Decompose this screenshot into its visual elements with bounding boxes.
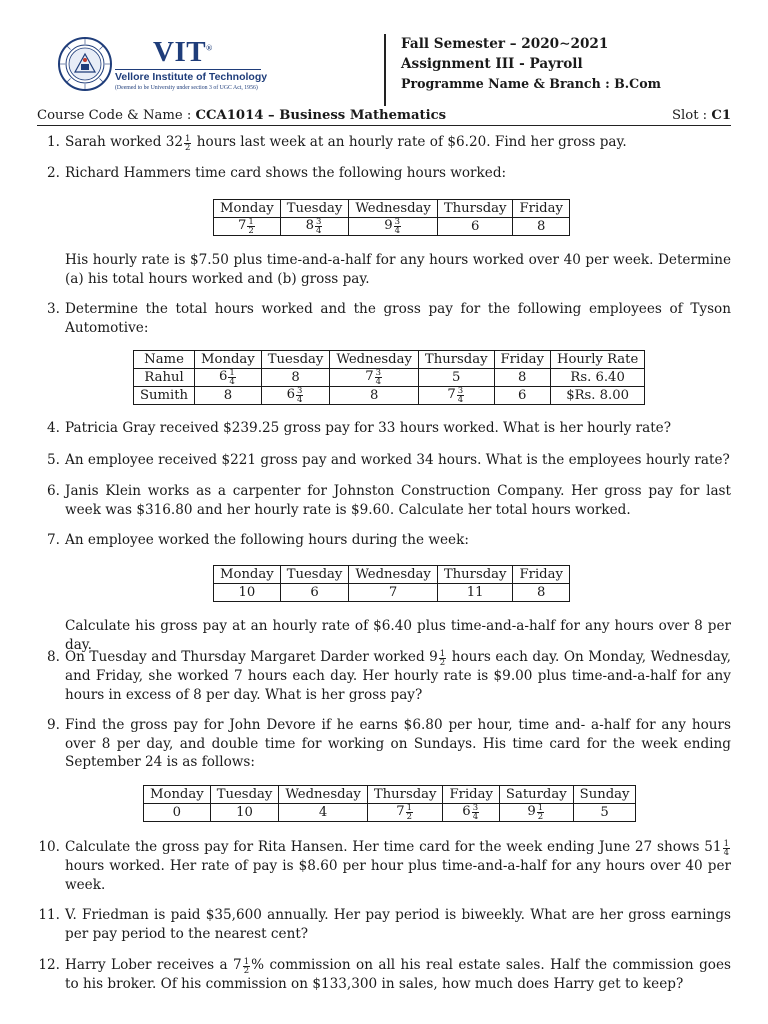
question-5 xyxy=(47,451,731,470)
table-row xyxy=(144,804,636,822)
column-header: Name xyxy=(134,351,195,369)
column-header: Thursday xyxy=(437,200,513,218)
table-cell: 5 xyxy=(418,369,494,387)
table-cell: 8 xyxy=(195,387,262,405)
slot-label: Slot : xyxy=(672,108,712,123)
table-cell: 8 $\frac{3}{4}$ xyxy=(280,218,349,236)
table-cell: 9 $\frac{1}{2}$ xyxy=(499,804,573,822)
fraction: $\frac{3}{4}$ xyxy=(472,803,479,822)
column-header: Tuesday xyxy=(280,200,349,218)
question-number: 1. xyxy=(47,134,60,150)
column-header: Thursday xyxy=(367,786,443,804)
column-header: Monday xyxy=(214,200,281,218)
question-11 xyxy=(38,906,731,943)
table-cell: 6 xyxy=(280,584,349,602)
column-header: Tuesday xyxy=(210,786,279,804)
question-12 xyxy=(38,956,731,994)
logo-wordmark: VIT® xyxy=(153,36,213,68)
fraction: $\frac{1}{2}$ xyxy=(248,217,254,236)
table-cell: 7 xyxy=(349,584,438,602)
fraction: $\frac{1}{2}$ xyxy=(185,134,191,153)
vit-logo xyxy=(55,34,268,94)
question-number: 4. xyxy=(47,420,60,436)
table-cell: Rahul xyxy=(134,369,195,387)
table-cell: 8 xyxy=(330,387,419,405)
table-row xyxy=(134,369,645,387)
table-cell: $Rs. 8.00 xyxy=(550,387,644,405)
question-2 xyxy=(47,164,731,183)
table-header-row xyxy=(144,786,636,804)
fraction: $\frac{1}{2}$ xyxy=(243,957,250,976)
institute-name: Vellore Institute of Technology xyxy=(115,71,268,83)
question-number: 12. xyxy=(38,957,60,973)
logo-divider xyxy=(115,69,261,70)
column-header: Tuesday xyxy=(261,351,330,369)
column-header: Hourly Rate xyxy=(550,351,644,369)
question-2-continued: His hourly rate is $7.50 plus time-and-a-half for any hours worked over 40 per week. Determine (a) his total hours worked and (b) gross pay. xyxy=(65,252,731,287)
course-title: CCA1014 – Business Mathematics xyxy=(195,108,447,123)
fraction: $\frac{3}{4}$ xyxy=(457,386,464,405)
table-cell: 10 xyxy=(214,584,281,602)
fraction: $\frac{1}{4}$ xyxy=(723,839,729,858)
programme-line: Programme Name & Branch : B.Com xyxy=(401,76,661,91)
table-cell: 8 xyxy=(513,584,569,602)
table-cell: 6 $\frac{3}{4}$ xyxy=(443,804,499,822)
question-text: V. Friedman is paid $35,600 annually. Her pay period is biweekly. What are her gross earnings per pay period to the nearest cent? xyxy=(65,907,731,942)
slot-info xyxy=(672,107,731,125)
table-cell: 10 xyxy=(210,804,279,822)
question-text: Find the gross pay for John Devore if he earns $6.80 per hour, time and- a-half for any hours over 8 per day, and double time for working on Sundays. His time card for the week ending September 24 is as follows: xyxy=(65,717,731,770)
column-header: Wednesday xyxy=(349,566,438,584)
question-4 xyxy=(47,419,731,438)
table-cell: 7 $\frac{3}{4}$ xyxy=(418,387,494,405)
column-header: Monday xyxy=(214,566,281,584)
fraction: $\frac{3}{4}$ xyxy=(375,368,382,387)
header-info xyxy=(401,34,661,94)
column-header: Friday xyxy=(513,566,569,584)
table-cell: 6 xyxy=(494,387,550,405)
question-text: Janis Klein works as a carpenter for Johnston Construction Company. Her gross pay for last week was $316.80 and her hourly rate is $9.60. Calculate her total hours worked. xyxy=(65,483,731,518)
question-7 xyxy=(47,531,731,550)
semester-title: Fall Semester – 2020∼2021 xyxy=(401,36,609,52)
table-cell: 9 $\frac{3}{4}$ xyxy=(349,218,438,236)
slot-value: C1 xyxy=(711,108,731,123)
question-10 xyxy=(38,838,731,894)
table-cell: 6 $\frac{3}{4}$ xyxy=(261,387,330,405)
column-header: Thursday xyxy=(437,566,513,584)
table-row xyxy=(134,387,645,405)
column-header: Tuesday xyxy=(280,566,349,584)
question-8 xyxy=(47,648,731,704)
fraction: $\frac{3}{4}$ xyxy=(316,217,322,236)
table-cell: 4 xyxy=(279,804,368,822)
table-header-row xyxy=(214,566,570,584)
column-header: Monday xyxy=(195,351,262,369)
question-text: An employee received $221 gross pay and worked 34 hours. What is the employees hourly rate? xyxy=(65,452,730,468)
question-text: hours last week at an hourly rate of $6.20. Find her gross pay. xyxy=(192,134,627,150)
table-cell: 0 xyxy=(144,804,211,822)
question-3 xyxy=(47,300,731,337)
table-cell: Sumith xyxy=(134,387,195,405)
column-header: Friday xyxy=(443,786,499,804)
header-divider xyxy=(384,34,386,106)
table-cell: Rs. 6.40 xyxy=(550,369,644,387)
fraction: $\frac{3}{4}$ xyxy=(297,386,303,405)
question-number: 10. xyxy=(38,839,60,855)
question-text: An employee worked the following hours during the week: xyxy=(65,532,469,548)
question-text: hours each day. On Monday, Wednesday, and Friday, she worked 7 hours each day. Her hourly rate is $9.00 plus time-and-a-half for any hours in excess of 8 per day. What is her gross pay? xyxy=(65,649,731,703)
table-cell: 6 xyxy=(437,218,513,236)
institute-tagline: (Deemed to be University under section 3 of UGC Act, 1956) xyxy=(115,85,258,91)
table-cell: 8 xyxy=(513,218,569,236)
q2-hours-table xyxy=(213,199,570,236)
question-text: % commission on all his real estate sales. Half the commission goes to his broker. Of his commission on $133,300 in sales, how much does Harry get to keep? xyxy=(65,957,731,992)
column-header: Thursday xyxy=(418,351,494,369)
question-number: 7. xyxy=(47,532,60,548)
assignment-title: Assignment III - Payroll xyxy=(401,56,583,72)
column-header: Wednesday xyxy=(330,351,419,369)
column-header: Friday xyxy=(513,200,569,218)
question-7-continued: Calculate his gross pay at an hourly rate of $6.40 plus time-and-a-half for any hours over 8 per day. xyxy=(65,618,731,653)
university-seal-icon xyxy=(57,36,113,92)
table-header-row xyxy=(134,351,645,369)
table-cell: 8 xyxy=(261,369,330,387)
table-cell: 5 xyxy=(573,804,636,822)
table-cell: 6 $\frac{1}{4}$ xyxy=(195,369,262,387)
question-text: Patricia Gray received $239.25 gross pay for 33 hours worked. What is her hourly rate? xyxy=(65,420,671,436)
column-header: Sunday xyxy=(573,786,636,804)
q3-employee-table xyxy=(133,350,645,405)
question-text: Calculate the gross pay for Rita Hansen. Her time card for the week ending June 27 shows 51 xyxy=(65,839,722,855)
q9-timecard-table xyxy=(143,785,636,822)
question-1 xyxy=(47,133,731,153)
question-text: On Tuesday and Thursday Margaret Darder worked 9 xyxy=(65,649,438,665)
question-number: 9. xyxy=(47,717,60,733)
column-header: Wednesday xyxy=(279,786,368,804)
question-number: 5. xyxy=(47,452,60,468)
question-number: 8. xyxy=(47,649,60,665)
table-header-row xyxy=(214,200,570,218)
question-text: Sarah worked 32 xyxy=(65,134,184,150)
fraction: $\frac{1}{2}$ xyxy=(439,649,446,668)
question-number: 6. xyxy=(47,483,60,499)
fraction: $\frac{3}{4}$ xyxy=(394,217,400,236)
question-text: Richard Hammers time card shows the following hours worked: xyxy=(65,165,507,181)
course-label: Course Code & Name : xyxy=(37,108,196,123)
table-cell: 11 xyxy=(437,584,513,602)
table-cell: 7 $\frac{3}{4}$ xyxy=(330,369,419,387)
table-cell: 8 xyxy=(494,369,550,387)
fraction: $\frac{1}{4}$ xyxy=(229,368,235,387)
question-text: Determine the total hours worked and the gross pay for the following employees of Tyson Automotive: xyxy=(65,301,731,336)
table-cell: 7 $\frac{1}{2}$ xyxy=(214,218,281,236)
table-cell: 7 $\frac{1}{2}$ xyxy=(367,804,443,822)
column-header: Wednesday xyxy=(349,200,438,218)
question-number: 2. xyxy=(47,165,60,181)
question-text: hours worked. Her rate of pay is $8.60 per hour plus time-and-a-half for any hours over 40 per week. xyxy=(65,858,731,893)
question-number: 3. xyxy=(47,301,60,317)
fraction: $\frac{1}{2}$ xyxy=(406,803,413,822)
table-row xyxy=(214,584,570,602)
question-text: Harry Lober receives a 7 xyxy=(65,957,242,973)
question-number: 11. xyxy=(38,907,60,923)
course-line xyxy=(37,107,731,126)
fraction: $\frac{1}{2}$ xyxy=(537,803,544,822)
column-header: Monday xyxy=(144,786,211,804)
question-9 xyxy=(47,716,731,772)
question-6 xyxy=(47,482,731,519)
table-row xyxy=(214,218,570,236)
q7-hours-table xyxy=(213,565,570,602)
column-header: Saturday xyxy=(499,786,573,804)
column-header: Friday xyxy=(494,351,550,369)
document-header xyxy=(55,30,735,102)
